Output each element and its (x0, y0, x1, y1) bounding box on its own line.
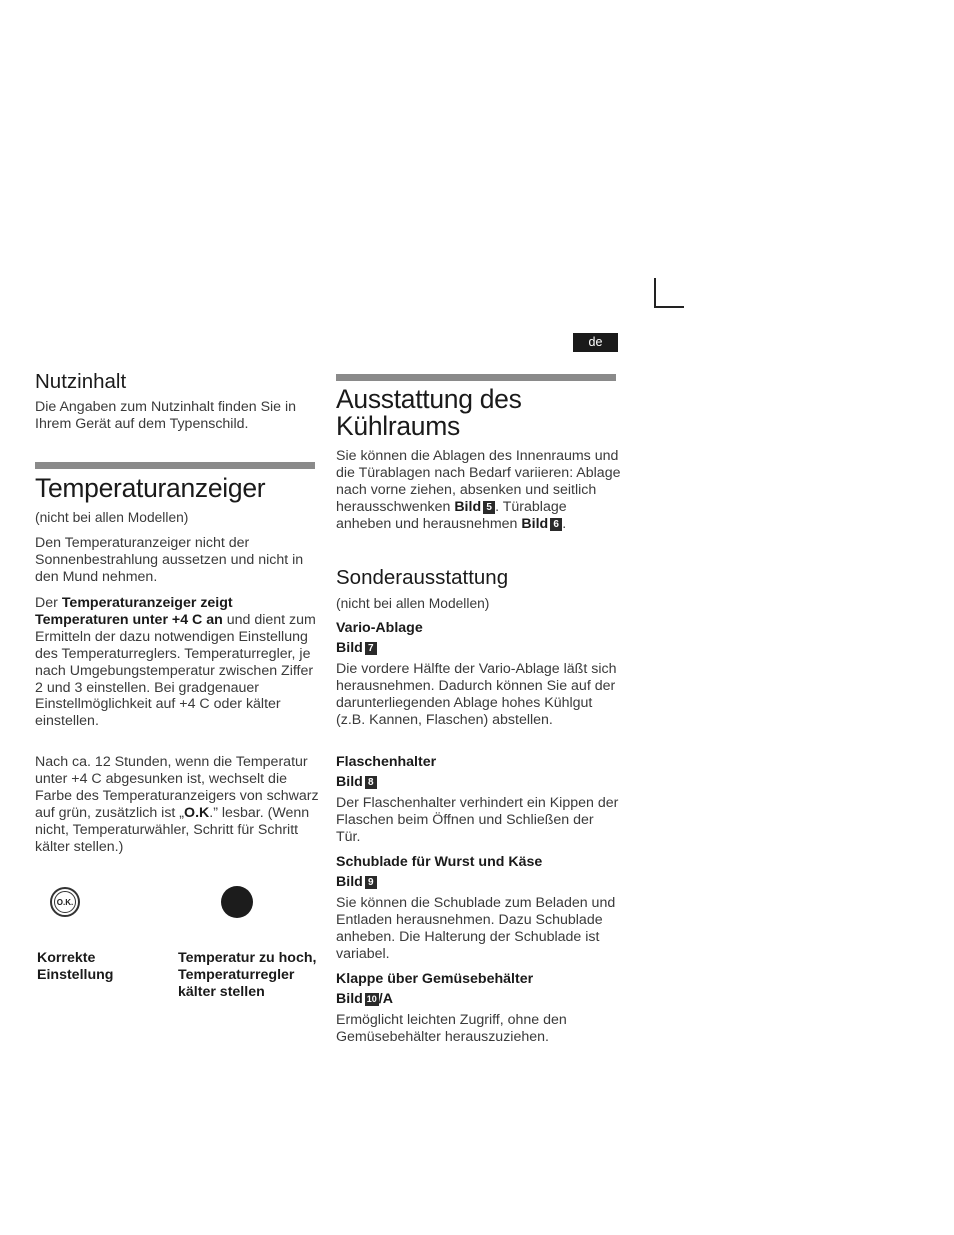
vario-text: Die vordere Hälfte der Vario-Ablage läßt sich herausnehmen. Dadurch können Sie auf der darunterliegenden Ablage hohes Kühlgut (z.B. Kannen, Flaschen) abstellen. (336, 661, 617, 728)
ausstattung-text-a: Sie können die Ablagen des Innenraums und die Türablagen nach Bedarf variieren: Ablage nach vorne ziehen, absenken und seitlich herausschwenken (336, 448, 621, 515)
caption-set-colder: Temperatur zu hoch, Temperaturregler kälter stellen (178, 950, 317, 1000)
ausstattung-period: . (562, 515, 567, 532)
section-bar-temperaturanzeiger (35, 462, 315, 469)
sonderausstattung-heading: Sonderausstattung (336, 566, 509, 589)
bild-label-10: Bild (336, 991, 363, 1007)
klappe-figure-ref (336, 991, 393, 1008)
vario-heading: Vario-Ablage (336, 620, 423, 636)
figure-8-badge: 8 (365, 776, 377, 789)
bild-label-7: Bild (336, 640, 363, 656)
klappe-text: Ermöglicht leichten Zugriff, ohne den Gemüsebehälter herauszuziehen. (336, 1012, 567, 1045)
ok-indicator-icon (50, 887, 80, 917)
flaschenhalter-figure-ref (336, 774, 377, 791)
bild-label-8: Bild (336, 774, 363, 790)
section-bar-ausstattung (336, 374, 616, 381)
schublade-text: Sie können die Schublade zum Beladen und Entladen herausnehmen. Dazu Schublade anheben. Die Halterung der Schublade ist variabel. (336, 895, 616, 962)
bild-label-6: Bild (521, 515, 549, 532)
sonderausstattung-note: (nicht bei allen Modellen) (336, 596, 490, 611)
figure-7-badge: 7 (365, 642, 377, 655)
flaschenhalter-text: Der Flaschenhalter verhindert ein Kippen der Flaschen beim Öffnen und Schließen der Tür. (336, 795, 619, 845)
p2-text-a: Der (35, 595, 62, 611)
figure-10-badge: 10 (366, 994, 377, 1004)
nutzinhalt-heading: Nutzinhalt (35, 370, 127, 393)
figure-6-badge: 6 (550, 518, 562, 531)
crop-mark-vertical (654, 278, 656, 307)
crop-mark-horizontal (654, 306, 684, 308)
ausstattung-heading: Ausstattung des Kühlraums (336, 384, 522, 441)
figure-5-badge: 5 (483, 501, 495, 514)
p3-text-b: .” lesbar. (Wenn nicht, Temperaturwähler, Schritt für Schritt kälter stellen.) (35, 804, 310, 855)
schublade-heading: Schublade für Wurst und Käse (336, 854, 543, 870)
black-indicator-icon (221, 886, 253, 918)
klappe-heading: Klappe über Gemüsebehälter (336, 971, 534, 987)
temperaturanzeiger-heading: Temperaturanzeiger (35, 473, 266, 503)
flaschenhalter-heading: Flaschenhalter (336, 754, 437, 770)
temperaturanzeiger-note: (nicht bei allen Modellen) (35, 510, 189, 525)
figure-9-badge: 9 (365, 876, 377, 889)
ausstattung-text-b: . Türablage anheben und herausnehmen (336, 498, 567, 532)
nutzinhalt-text: Die Angaben zum Nutzinhalt finden Sie in Ihrem Gerät auf dem Typenschild. (35, 399, 297, 432)
figure-10-suffix: /A (378, 991, 393, 1007)
schublade-figure-ref (336, 874, 377, 891)
temperaturanzeiger-paragraph-3 (35, 754, 320, 855)
ausstattung-paragraph (336, 448, 621, 533)
p3-text-bold: O.K (184, 804, 210, 821)
caption-correct-setting: Korrekte Einstellung (37, 950, 114, 983)
temperaturanzeiger-paragraph-2 (35, 595, 320, 730)
p2-text-b: und dient zum Ermitteln der dazu notwendigen Einstellung des Temperaturreglers. Temperaturregler, je nach Umgebungstemperatur zwischen Ziffer 2 und 3 einstellen. Bei gradgenauer Einstellmöglichkeit auf +4 C oder kälter einstellen. (35, 611, 316, 730)
language-tag: de (573, 333, 618, 352)
bild-label-5: Bild (454, 498, 482, 515)
bild-label-9: Bild (336, 874, 363, 890)
p2-text-bold: Temperaturanzeiger zeigt Temperaturen unter +4 C an (35, 595, 233, 628)
temperaturanzeiger-paragraph-1: Den Temperaturanzeiger nicht der Sonnenbestrahlung aussetzen und nicht in den Mund nehmen. (35, 535, 304, 585)
vario-figure-ref (336, 640, 377, 657)
p3-text-a: Nach ca. 12 Stunden, wenn die Temperatur unter +4 C abgesunken ist, wechselt die Farbe des Temperaturanzeigers von schwarz auf grün, zusätzlich ist „ (35, 754, 319, 821)
ok-indicator-label: O.K. (54, 891, 76, 913)
